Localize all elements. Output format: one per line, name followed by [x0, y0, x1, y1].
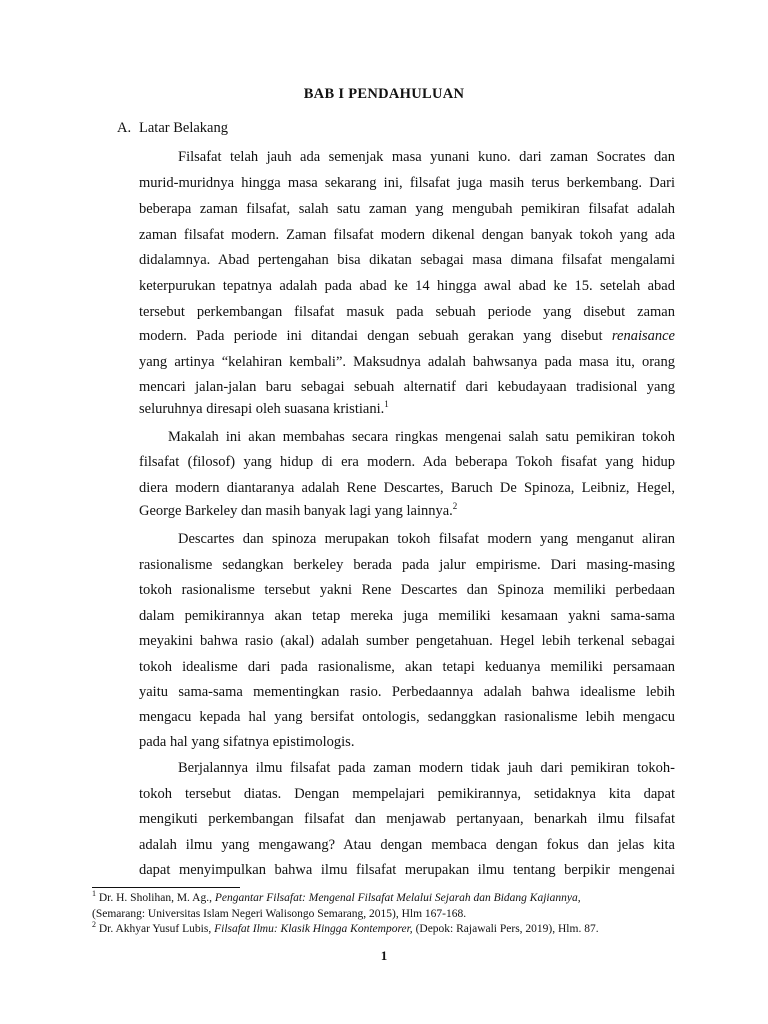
- body-line: dalam pemikirannya akan tetap mereka juga memiliki kesamaan yakni sama-sama: [139, 608, 675, 624]
- body-line: yaitu sama-sama mementingkan rasio. Perbedaannya adalah bahwa idealisme lebih: [139, 684, 675, 700]
- footnote-ref[interactable]: 2: [452, 501, 458, 511]
- body-line: tokoh rasionalisme tersebut yakni Rene Descartes dan Spinoza memiliki perbedaan: [139, 582, 675, 598]
- body-line: [139, 399, 675, 419]
- body-line: pada hal yang sifatnya epistimologis.: [139, 734, 355, 750]
- body-line: tokoh tersebut diatas. Dengan mempelajari pemikirannya, setidaknya kita dapat: [139, 786, 675, 802]
- body-line: diera modern diantaranya adalah Rene Descartes, Baruch De Spinoza, Leibniz, Hegel,: [139, 480, 675, 496]
- footnote-book-title: Pengantar Filsafat: Mengenal Filsafat Melalui Sejarah dan Bidang Kajiannya,: [214, 892, 581, 904]
- body-line: mengikuti perkembangan filsafat dan menjawab pertanyaan, benarkah ilmu filsafat: [139, 811, 675, 827]
- footnote-number: 2: [92, 920, 96, 929]
- body-line: meyakini bahwa rasio (akal) adalah sumber pengetahuan. Hegel lebih terkenal sebagai: [139, 633, 675, 649]
- body-line: dapat menyimpulkan bahwa ilmu filsafat merupakan ilmu tentang berpikir mengenai: [139, 862, 675, 878]
- body-line: zaman filsafat modern. Zaman filsafat modern dikenal dengan banyak tokoh yang ada: [139, 227, 675, 243]
- body-line: yang artinya “kelahiran kembali”. Maksudnya adalah bahwsanya pada masa itu, orang: [139, 354, 675, 370]
- chapter-title: BAB I PENDAHULUAN: [303, 86, 465, 102]
- body-line: beberapa zaman filsafat, salah satu zaman yang mengubah pemikiran filsafat adalah: [139, 201, 675, 217]
- body-line: tokoh idealisme dari pada rasionalisme, akan tetapi keduanya memiliki persamaan: [139, 659, 675, 675]
- footnote-separator: [92, 887, 240, 888]
- body-line: Descartes dan spinoza merupakan tokoh filsafat modern yang menganut aliran: [178, 531, 675, 547]
- italic-term: renaisance: [611, 328, 675, 344]
- footnote-2: [92, 921, 599, 937]
- body-line: adalah ilmu yang mengawang? Atau dengan membaca dengan fokus dan jelas kita: [139, 837, 675, 853]
- body-line: tersebut perkembangan filsafat masuk pada sebuah periode yang disebut zaman: [139, 304, 675, 320]
- footnote-author: Dr. H. Sholihan, M. Ag.,: [98, 892, 212, 904]
- footnote-number: 1: [92, 889, 96, 898]
- body-line: murid-muridnya hingga masa sekarang ini, filsafat juga masih terus berkembang. Dari: [139, 175, 675, 191]
- body-line: mengacu kepada hal yang bersifat ontologis, sedanggkan rasionalisme lebih mengacu: [139, 709, 675, 725]
- footnote-publisher: (Depok: Rajawali Pers, 2019), Hlm. 87.: [415, 923, 599, 935]
- body-line: filsafat (filosof) yang hidup di era modern. Ada beberapa Tokoh fisafat yang hidup: [139, 454, 675, 470]
- footnote-1: [92, 890, 581, 906]
- body-line: rasionalisme sedangkan berkeley berada pada jalur empirisme. Dari masing-masing: [139, 557, 675, 573]
- section-heading: [117, 120, 228, 137]
- footnote-book-title: Filsafat Ilmu: Klasik Hingga Kontemporer,: [214, 923, 413, 935]
- footnote-author: Dr. Akhyar Yusuf Lubis,: [98, 923, 212, 935]
- body-line-with-italic: [139, 326, 675, 346]
- body-line: Filsafat telah jauh ada semenjak masa yunani kuno. dari zaman Socrates dan: [178, 149, 675, 165]
- section-number: A.: [117, 120, 132, 136]
- body-text: seluruhnya diresapi oleh suasana kristiani.: [139, 401, 385, 417]
- footnote-1-continued: (Semarang: Universitas Islam Negeri Walisongo Semarang, 2015), Hlm 167-168.: [92, 908, 467, 920]
- page-number: 1: [380, 948, 388, 963]
- footnote-ref[interactable]: 1: [384, 399, 389, 409]
- body-line: Berjalannya ilmu filsafat pada zaman modern tidak jauh dari pemikiran tokoh-: [178, 760, 675, 776]
- body-text: George Barkeley dan masih banyak lagi yang lainnya.: [139, 503, 453, 519]
- body-line: [139, 501, 675, 521]
- body-line: Makalah ini akan membahas secara ringkas mengenai salah satu pemikiran tokoh: [168, 429, 675, 445]
- body-text: modern. Pada periode ini ditandai dengan sebuah gerakan yang disebut: [139, 328, 603, 344]
- body-line: mencari jalan-jalan baru sebagai sebuah alternatif dari kebudayaan tradisional yang: [139, 379, 675, 395]
- section-title: Latar Belakang: [139, 120, 228, 136]
- body-line: keterpurukan tepatnya adalah pada abad ke 14 hingga awal abad ke 15. setelah abad: [139, 278, 675, 294]
- body-line: didalamnya. Abad pertengahan bisa dikatan sebagai masa dimana filsafat mengalami: [139, 252, 675, 268]
